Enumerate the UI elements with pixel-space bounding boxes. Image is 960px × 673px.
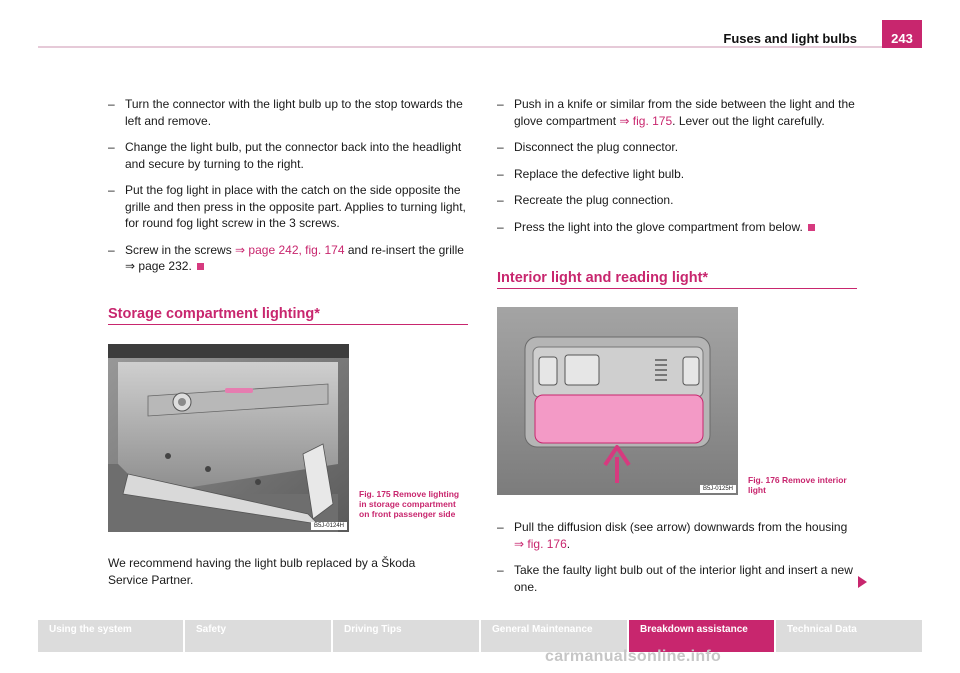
section-end-marker bbox=[808, 224, 815, 231]
page-number: 243 bbox=[882, 20, 922, 48]
figure-176-image bbox=[497, 307, 738, 495]
right-steps bbox=[497, 96, 859, 245]
figure-code: B5J-0125H bbox=[700, 485, 736, 493]
figure-176-caption: Fig. 176 Remove interior light bbox=[748, 475, 847, 495]
page-title: Fuses and light bulbs bbox=[723, 31, 857, 46]
section-title-interior: Interior light and reading light* bbox=[497, 270, 709, 286]
tab-driving-tips[interactable]: Driving Tips bbox=[333, 620, 481, 652]
section-rule bbox=[497, 288, 857, 289]
tab-breakdown-assistance[interactable]: Breakdown assistance bbox=[629, 620, 776, 652]
glove-compartment-illustration bbox=[108, 344, 349, 532]
step: – Turn the connector with the light bulb up to the stop towards the left and remove. bbox=[108, 97, 463, 128]
recommendation-paragraph: We recommend having the light bulb replaced by a Škoda Service Partner. bbox=[108, 556, 416, 587]
step: – Pull the diffusion disk (see arrow) downwards from the housing ⇒ fig. 176. bbox=[497, 520, 848, 551]
step: – Take the faulty light bulb out of the interior light and insert a new one. bbox=[497, 563, 853, 594]
step: – Put the fog light in place with the catch on the side opposite the grille and then press in the opposite part. Applies to turning light, for round fog light screw in the 3 screws. bbox=[108, 183, 466, 230]
section-rule bbox=[108, 324, 468, 325]
fig-link[interactable]: ⇒ fig. 175 bbox=[619, 113, 673, 128]
watermark: carmanualsonline.info bbox=[545, 648, 722, 665]
step: – Disconnect the plug connector. bbox=[497, 140, 679, 154]
step: – Press the light into the glove compartment from below. bbox=[497, 219, 859, 236]
step: – Recreate the plug connection. bbox=[497, 193, 674, 207]
tab-general-maintenance[interactable]: General Maintenance bbox=[481, 620, 629, 652]
section-end-marker bbox=[197, 263, 204, 270]
footer-nav bbox=[38, 620, 922, 652]
step: – Replace the defective light bulb. bbox=[497, 166, 685, 181]
right-steps-2 bbox=[497, 519, 859, 605]
figure-175-caption: Fig. 175 Remove lighting in storage compartment on front passenger side bbox=[359, 489, 460, 519]
step: – Change the light bulb, put the connector back into the headlight and secure by turning to the right. bbox=[108, 140, 462, 171]
figure-code: B5J-0124H bbox=[311, 522, 347, 530]
section-title-storage: Storage compartment lighting* bbox=[108, 306, 320, 322]
tab-technical-data[interactable]: Technical Data bbox=[776, 620, 922, 652]
figure-175-image bbox=[108, 344, 349, 532]
header-rule bbox=[38, 46, 922, 48]
interior-light-illustration bbox=[497, 307, 738, 495]
tab-safety[interactable]: Safety bbox=[185, 620, 333, 652]
tab-using-the-system[interactable]: Using the system bbox=[38, 620, 185, 652]
step: – Screw in the screws ⇒ page 242, fig. 174 and re-insert the grille ⇒ page 232. bbox=[108, 242, 464, 273]
step: – Push in a knife or similar from the side between the light and the glove compartment ⇒ fig. 175. Lever out the light carefully. bbox=[497, 97, 855, 128]
left-steps bbox=[108, 96, 468, 285]
fig-link[interactable]: ⇒ page 242, fig. 174 bbox=[235, 242, 345, 257]
next-page-arrow-icon[interactable] bbox=[858, 576, 867, 588]
fig-link[interactable]: ⇒ fig. 176 bbox=[514, 536, 567, 551]
